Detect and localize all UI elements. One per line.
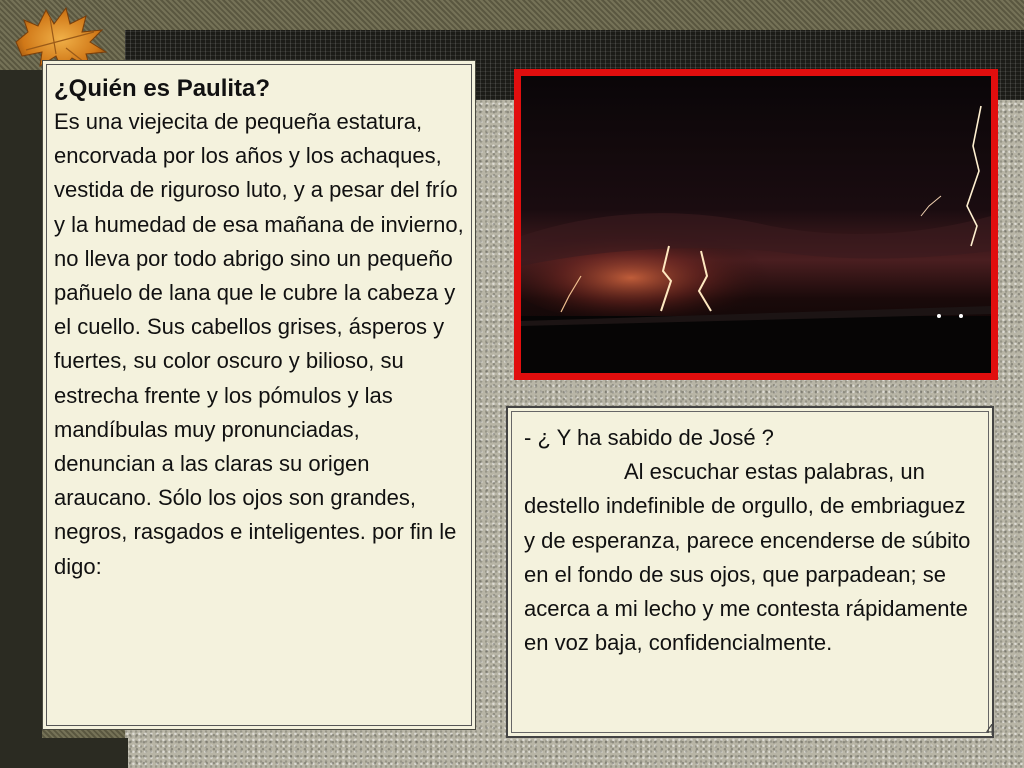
right-text-box [506,406,994,738]
lightning-storm-photo [521,76,991,373]
left-dark-bar [0,70,42,768]
page-number: 4 [986,722,995,739]
box-body: Es una viejecita de pequeña estatura, encorvada por los años y los achaques, vestida de riguroso luto, y a pesar del frío y la humedad de esa mañana de invierno, no lleva por todo abrigo sino un pequeño pañuelo de lana que le cubre la cabeza y el cuello. Sus cabellos grises, ásperos y fuertes, su color oscuro y bilioso, su estrecha frente y los pómulos y las mandíbulas muy pronunciadas, denuncian a las claras su origen araucano. Sólo los ojos son grandes, negros, rasgados e inteligentes. por fin le digo: [54,109,464,579]
narrative-paragraph [524,455,980,660]
bottom-dark-block [42,738,128,768]
box-title: ¿Quién es Paulita? [54,75,271,102]
dialogue-question: - ¿ Y ha sabido de José ? [524,425,774,450]
left-text-box [42,60,476,730]
narrative-text: Al escuchar estas palabras, un destello indefinible de orgullo, de embriaguez y de esperanza, parece encenderse de súbito en el fondo de sus ojos, que parpadean; se acerca a mi lecho y me contesta rápidamente en voz baja, confidencialmente. [524,459,971,656]
photo-frame [514,69,998,380]
